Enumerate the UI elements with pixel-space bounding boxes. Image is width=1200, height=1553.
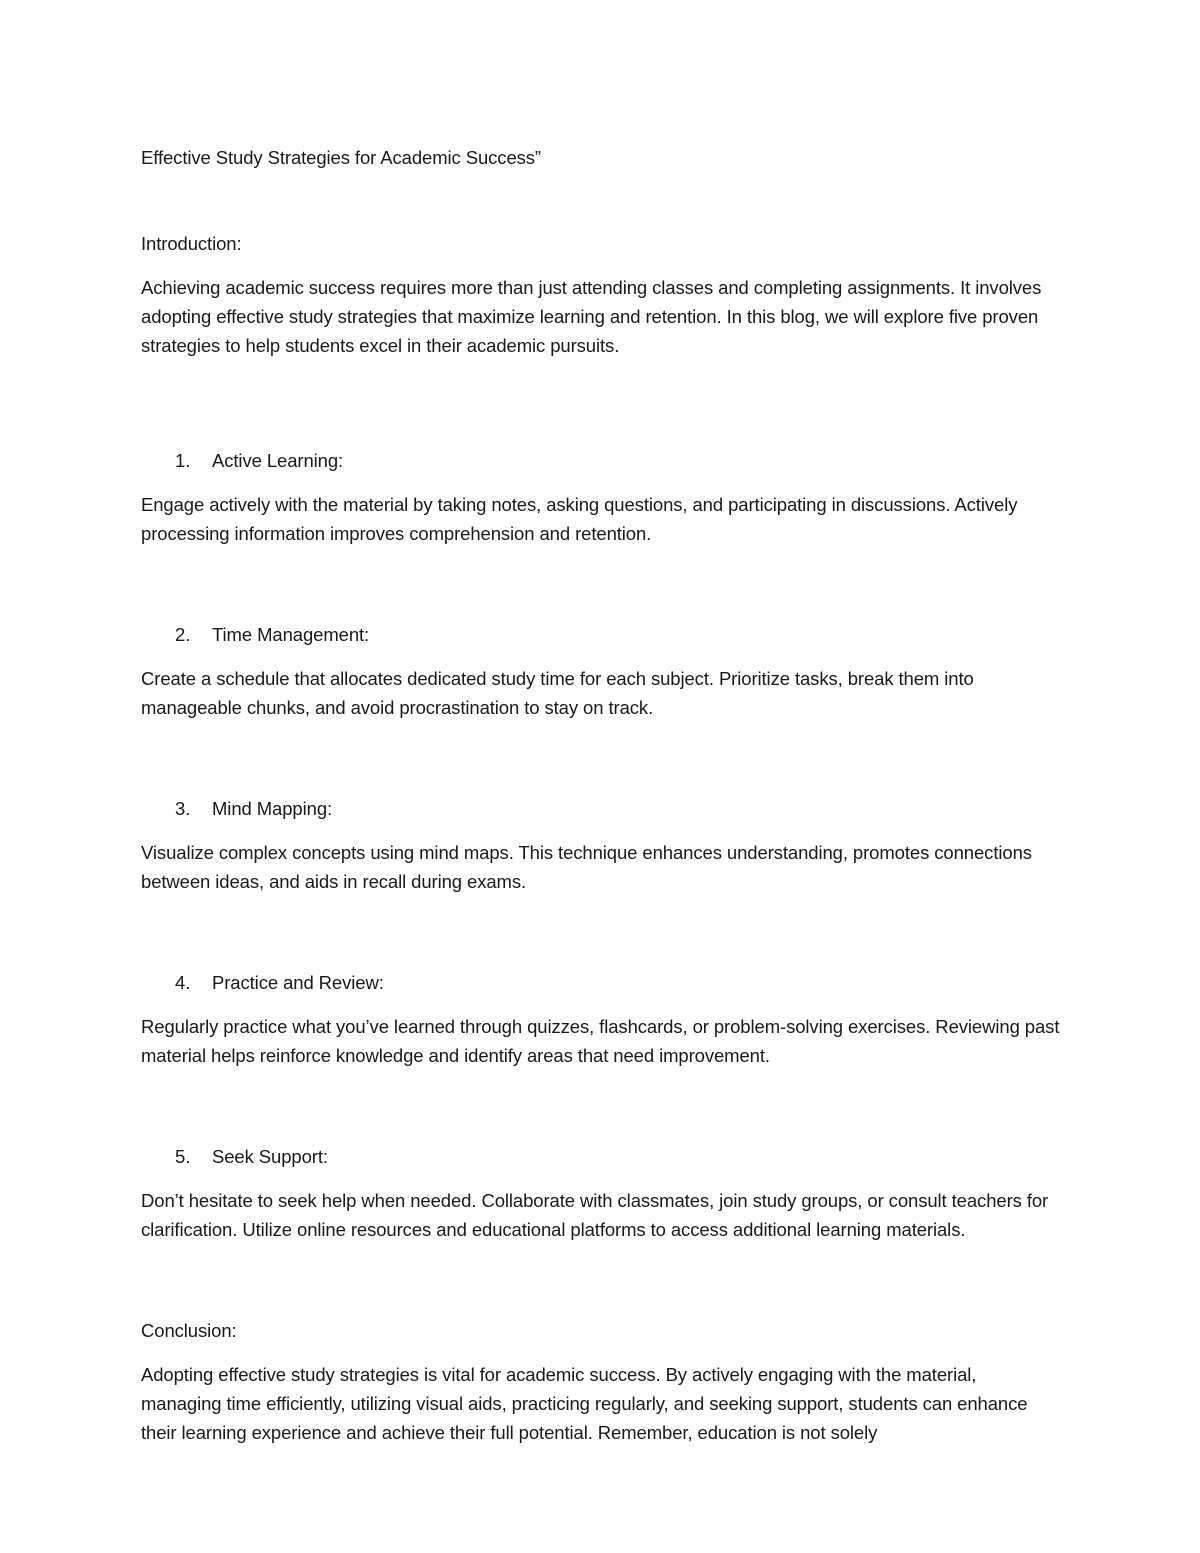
- strategy-paragraph-4: Regularly practice what you’ve learned through quizzes, flashcards, or problem-solving exercises. Reviewing past material helps reinforce knowledge and identify areas that need improvement.: [141, 1016, 1060, 1066]
- strategy-number: 2.: [175, 624, 191, 645]
- strategy-heading-2: [141, 620, 1061, 649]
- strategy-heading-3: [141, 794, 1061, 823]
- strategy-heading-5: [141, 1142, 1061, 1171]
- document-body: [141, 143, 1061, 1447]
- strategy-title: Time Management:: [212, 624, 370, 645]
- strategy-title: Active Learning:: [212, 450, 344, 471]
- introduction-heading: Introduction:: [141, 233, 242, 254]
- introduction-paragraph: Achieving academic success requires more than just attending classes and completing assignments. It involves adopting effective study strategies that maximize learning and retention. In this blog, we will explore five proven strategies to help students excel in their academic pursuits.: [141, 277, 1042, 356]
- strategy-number: 1.: [175, 450, 191, 471]
- strategy-number: 4.: [175, 972, 191, 993]
- strategy-number: 3.: [175, 798, 191, 819]
- conclusion-paragraph: Adopting effective study strategies is vital for academic success. By actively engaging with the material, managing time efficiently, utilizing visual aids, practicing regularly, and seeking support, students can enhance their learning experience and achieve their full potential. Remember, education is not solely: [141, 1364, 1028, 1443]
- strategy-title: Seek Support:: [212, 1146, 328, 1167]
- strategy-paragraph-3: Visualize complex concepts using mind maps. This technique enhances understanding, promotes connections between ideas, and aids in recall during exams.: [141, 842, 1032, 892]
- strategy-title: Practice and Review:: [212, 972, 384, 993]
- strategy-number: 5.: [175, 1146, 191, 1167]
- strategy-paragraph-1: Engage actively with the material by taking notes, asking questions, and participating in discussions. Actively processing information improves comprehension and retention.: [141, 494, 1018, 544]
- strategy-heading-1: [141, 446, 1061, 475]
- strategy-heading-4: [141, 968, 1061, 997]
- document-title: Effective Study Strategies for Academic Success”: [141, 147, 541, 168]
- strategy-paragraph-2: Create a schedule that allocates dedicated study time for each subject. Prioritize tasks, break them into manageable chunks, and avoid procrastination to stay on track.: [141, 668, 974, 718]
- conclusion-heading: Conclusion:: [141, 1320, 237, 1341]
- strategy-paragraph-5: Don’t hesitate to seek help when needed. Collaborate with classmates, join study groups, or consult teachers for clarification. Utilize online resources and educational platforms to access additional learning materials.: [141, 1190, 1049, 1240]
- strategy-title: Mind Mapping:: [212, 798, 333, 819]
